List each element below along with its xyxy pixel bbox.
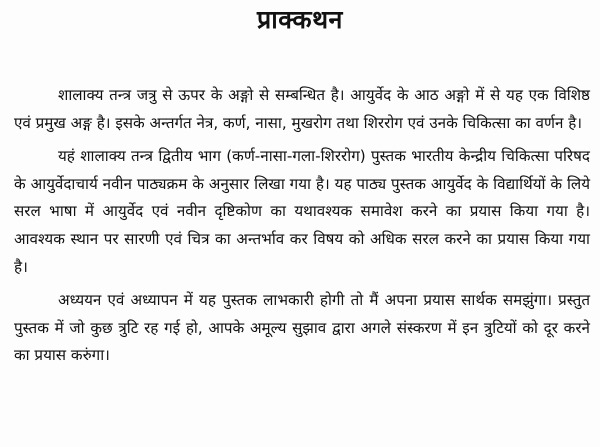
paragraph-1 xyxy=(14,82,590,137)
paragraph-3 xyxy=(14,287,590,370)
page-title: प्राक्कथन xyxy=(257,5,343,34)
preface-body xyxy=(14,82,590,370)
paragraph-3-text: अध्ययन एवं अध्यापन में यह पुस्तक लाभकारी होगी तो मैं अपना प्रयास सार्थक समझुंगा। प्रस्तुत पुस्तक में जो कुछ त्रुटि रह गई हो, आपके अमूल्य सुझाव द्वारा अगले संस्करण में इन त्रुटियों को दूर करने का प्रयास करुंगा। xyxy=(14,291,590,365)
paragraph-2-text: यहं शालाक्य तन्त्र द्वितीय भाग (कर्ण-नासा-गला-शिररोग) पुस्तक भारतीय केन्द्रीय चिकित्सा परिषद के आयुर्वेदाचार्य नवीन पाठ्यक्रम के अनुसार लिखा गया है। यह पाठ्य पुस्तक आयुर्वेद के विद्यार्थियों के लिये सरल भाषा में आयुर्वेद एवं नवीन दृष्टिकोण का यथावश्यक समावेश करने का प्रयास किया गया है। आवश्यक स्थान पर सारणी एवं चित्र का अन्तर्भाव कर विषय को अधिक सरल करने का प्रयास किया गया है। xyxy=(14,147,590,276)
paragraph-2 xyxy=(14,143,590,281)
paragraph-1-text: शालाक्य तन्त्र जत्रु से ऊपर के अङ्गो से सम्बन्धित है। आयुर्वेद के आठ अङ्गो में से यह एक विशिष्ठ एवं प्रमुख अङ्ग है। इसके अन्तर्गत नेत्र, कर्ण, नासा, मुखरोग तथा शिररोग एवं उनके चिकित्सा का वर्णन है। xyxy=(14,86,590,132)
